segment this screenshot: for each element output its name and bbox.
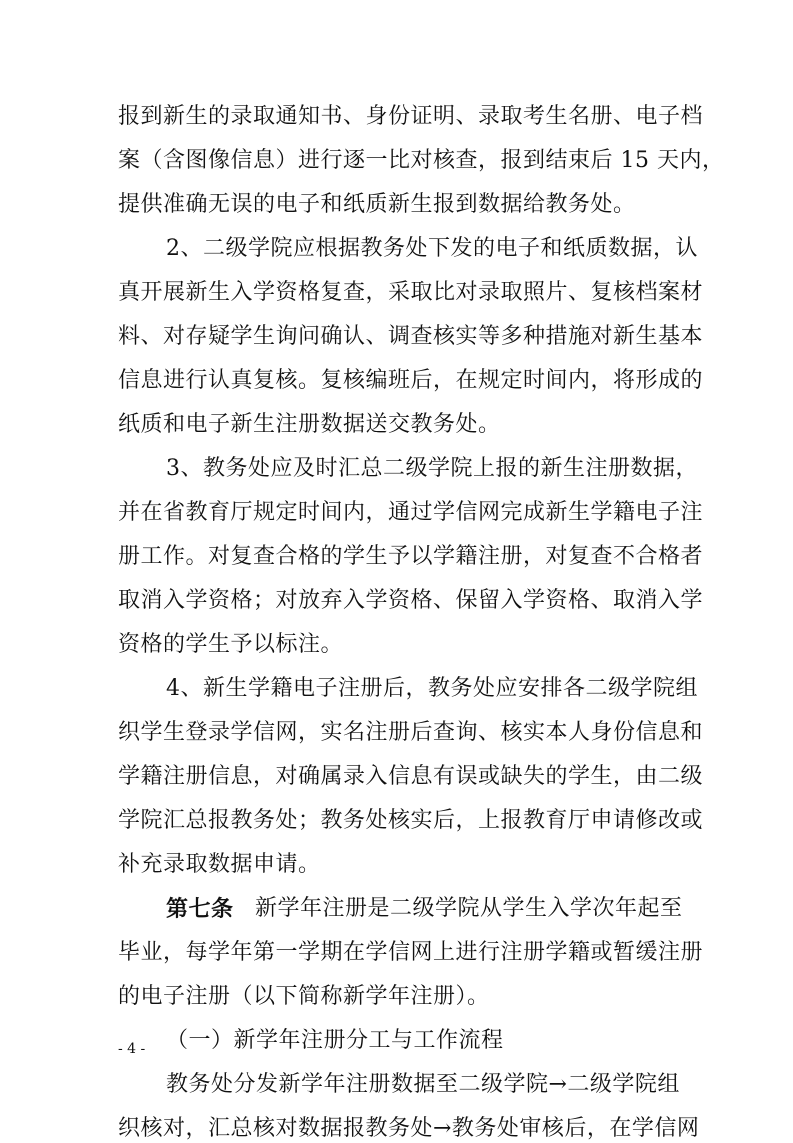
text-line-17: 学院汇总报教务处；教务处核实后，上报教育厅申请修改或: [118, 808, 704, 833]
text-line-2: 案（含图像信息）进行逐一比对核查，报到结束后 15 天内，: [118, 148, 725, 173]
text-line-9: 3、教务处应及时汇总二级学院上报的新生注册数据，: [166, 456, 698, 481]
text-line-5: 真开展新生入学资格复查，采取比对录取照片、复核档案材: [118, 280, 704, 305]
text-line-1: 报到新生的录取通知书、身份证明、录取考生名册、电子档: [118, 104, 704, 129]
text-line-12: 取消入学资格；对放弃入学资格、保留入学资格、取消入学: [118, 588, 704, 613]
section-heading: （一）新学年注册分工与工作流程: [166, 1028, 504, 1053]
page-number: - 4 -: [118, 1041, 146, 1057]
text-line-22: 的电子注册（以下简称新学年注册）。: [118, 984, 490, 1009]
text-line-10: 并在省教育厅规定时间内，通过学信网完成新生学籍电子注: [118, 500, 704, 525]
text-line-13: 资格的学生予以标注。: [118, 632, 344, 657]
text-line-20: 新学年注册是二级学院从学生入学次年起至: [255, 896, 683, 921]
text-line-3: 提供准确无误的电子和纸质新生报到数据给教务处。: [118, 192, 636, 217]
text-line-24: 教务处分发新学年注册数据至二级学院→二级学院组: [166, 1072, 680, 1097]
text-line-11: 册工作。对复查合格的学生予以学籍注册，对复查不合格者: [118, 544, 704, 569]
text-line-25: 织核对，汇总核对数据报教务处→教务处审核后，在学信网: [118, 1116, 700, 1141]
article-heading: 第七条: [166, 896, 234, 922]
text-line-18: 补充录取数据申请。: [118, 852, 321, 877]
text-line-7: 信息进行认真复核。复核编班后，在规定时间内，将形成的: [118, 368, 704, 393]
text-line-16: 学籍注册信息，对确属录入信息有误或缺失的学生，由二级: [118, 764, 704, 789]
text-line-14: 4、新生学籍电子注册后，教务处应安排各二级学院组: [166, 676, 698, 701]
text-line-15: 织学生登录学信网，实名注册后查询、核实本人身份信息和: [118, 720, 704, 745]
text-line-6: 料、对存疑学生询问确认、调查核实等多种措施对新生基本: [118, 324, 704, 349]
text-line-8: 纸质和电子新生注册数据送交教务处。: [118, 412, 501, 437]
text-line-21: 毕业，每学年第一学期在学信网上进行注册学籍或暂缓注册: [118, 940, 704, 965]
text-line-4: 2、二级学院应根据教务处下发的电子和纸质数据，认: [166, 236, 698, 261]
